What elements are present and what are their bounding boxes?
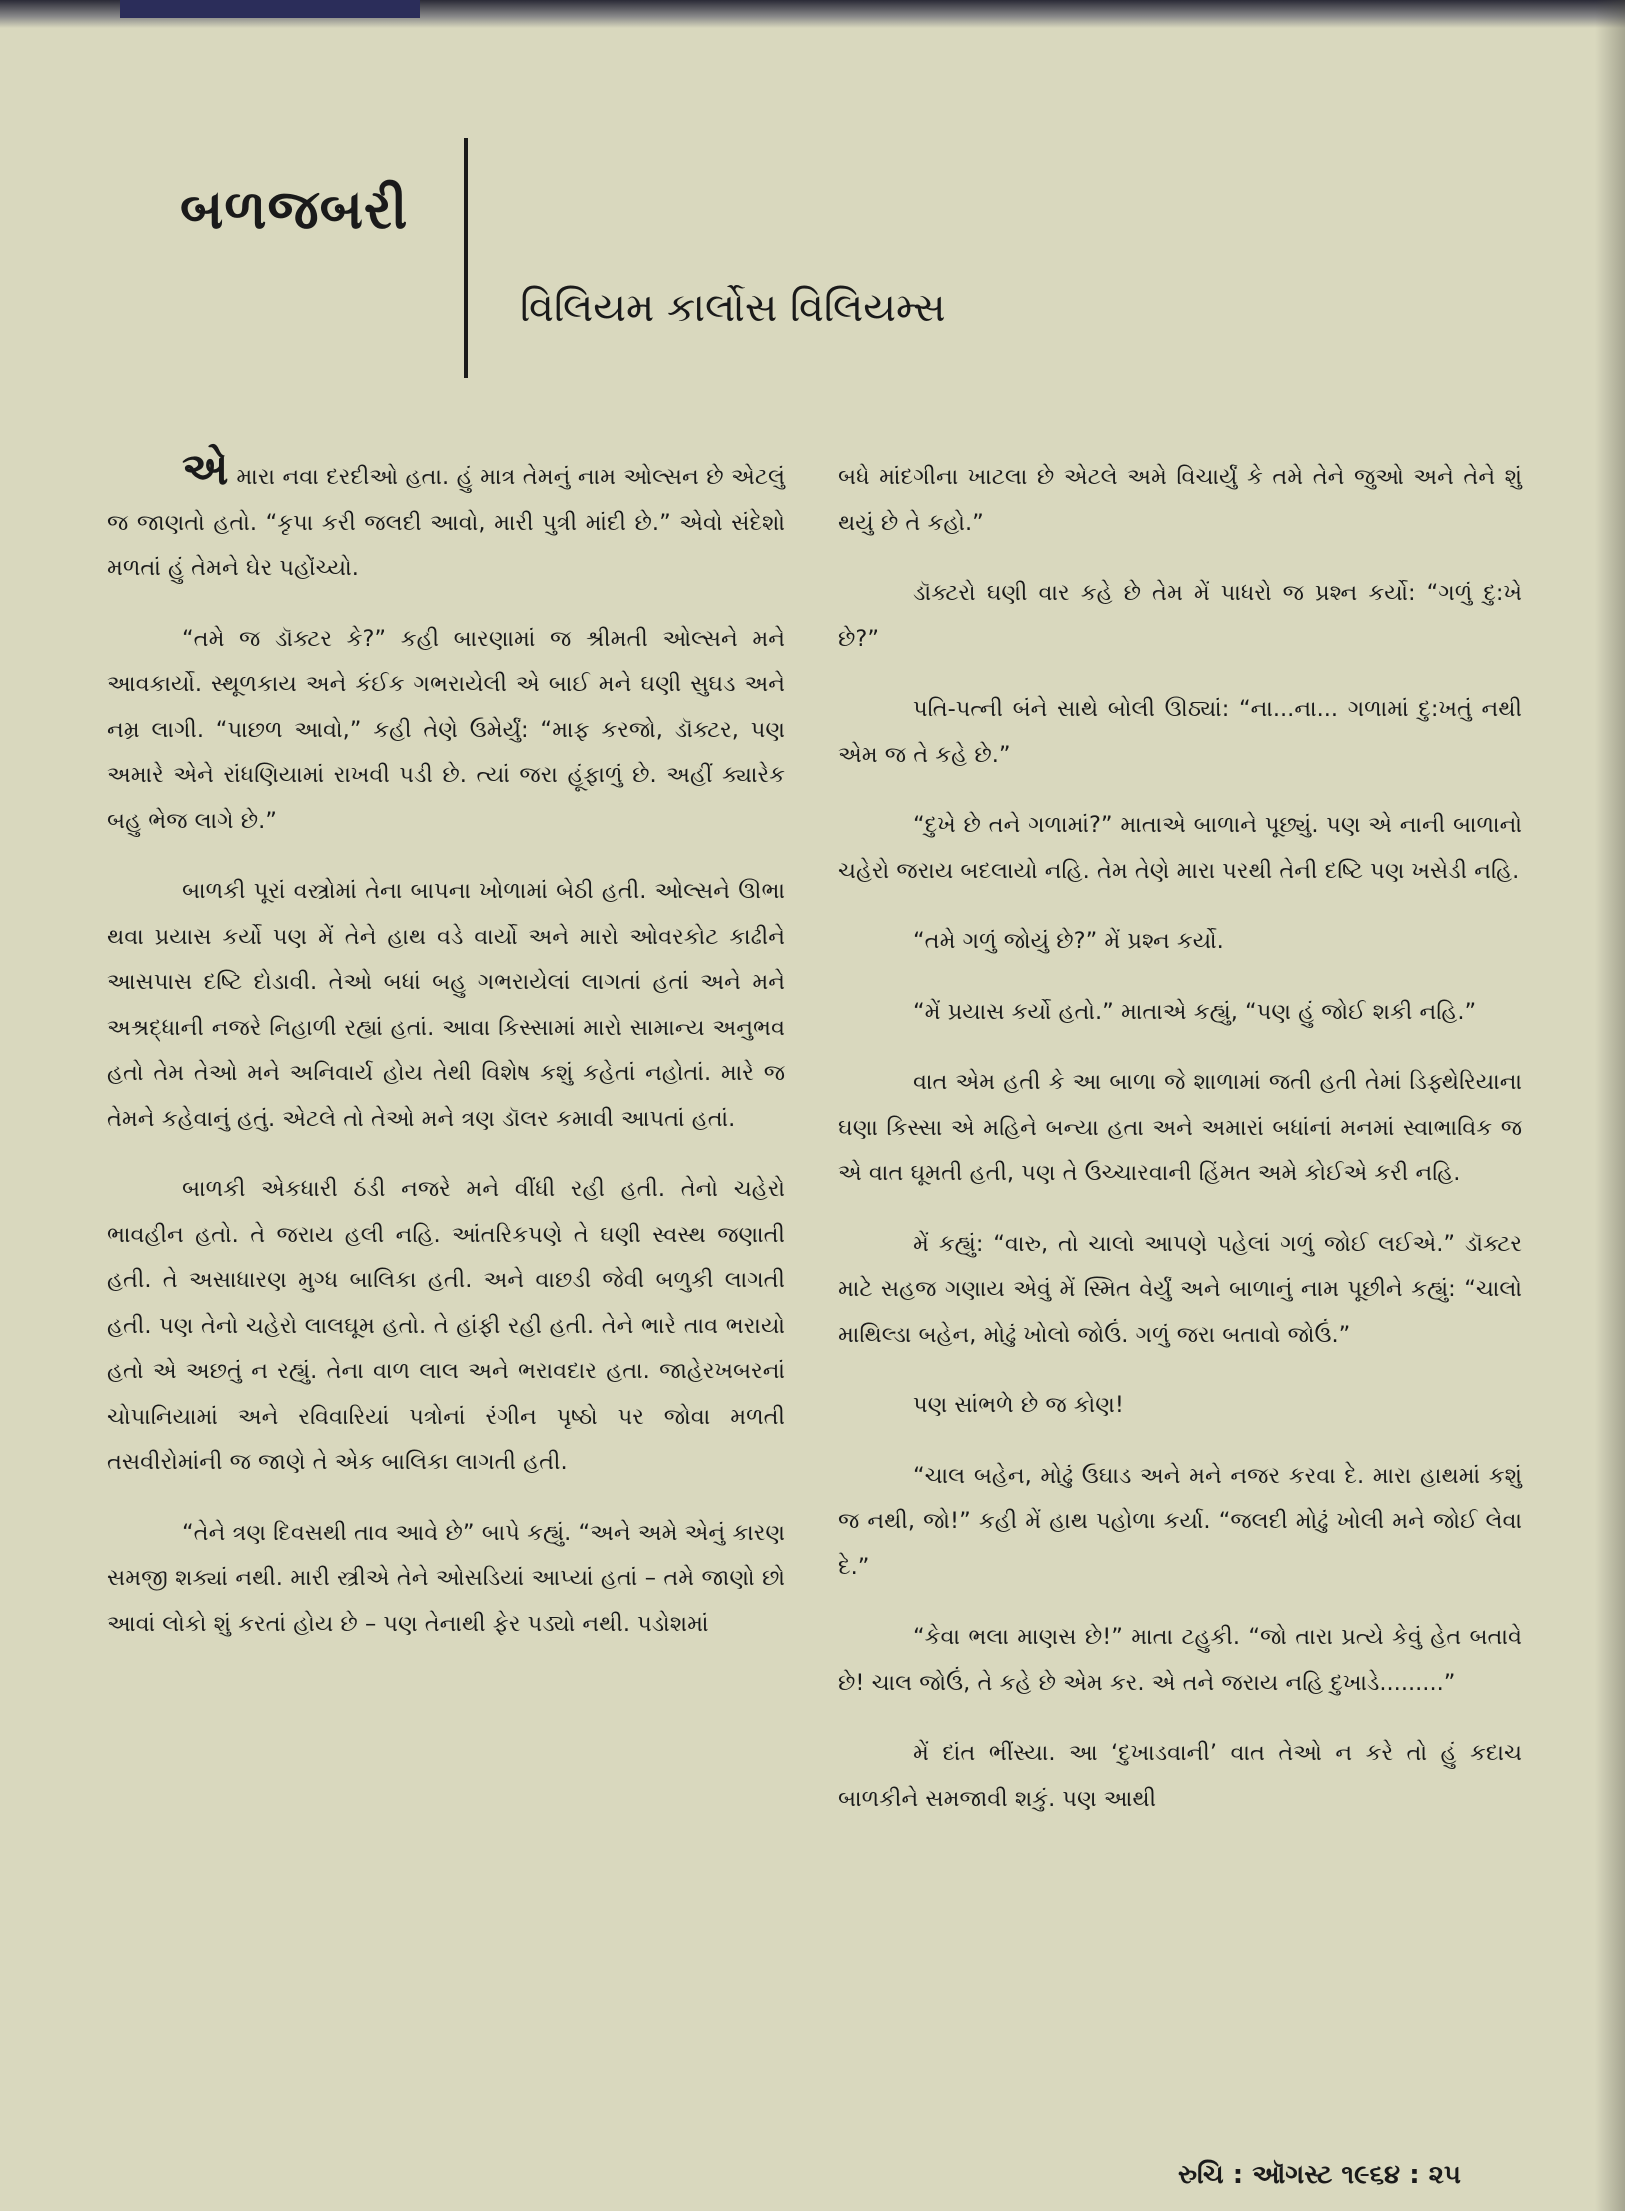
paragraph-text: મારા નવા દરદીઓ હતા. હું માત્ર તેમનું નામ ઓલ્સન છે એટલું જ જાણતો હતો. “કૃપા કરી જલદી આવો, મારી પુત્રી માંદી છે.” એવો સંદેશો મળતાં હું તેમને ઘેર પહોંચ્યો. <box>107 464 785 581</box>
right-column <box>838 455 1522 1847</box>
paragraph: પતિ-પત્ની બંને સાથે બોલી ઊઠ્યાં: “ના...ના... ગળામાં દુ:ખતું નથી એમ જ તે કહે છે.” <box>838 696 1522 768</box>
page-top-edge <box>0 0 1625 28</box>
paragraph: “કેવા ભલા માણસ છે!” માતા ટહુકી. “જો તારા પ્રત્યે કેવું હેત બતાવે છે! ચાલ જોઉં, તે કહે છે એમ કર. એ તને જરાય નહિ દુખાડે.........” <box>838 1624 1522 1696</box>
paragraph: “મેં પ્રયાસ કર્યો હતો.” માતાએ કહ્યું, “પણ હું જોઈ શકી નહિ.” <box>913 998 1477 1025</box>
paragraph: મેં દાંત ભીંસ્યા. આ ‘દુખાડવાની’ વાત તેઓ ન કરે તો હું કદાચ બાળકીને સમજાવી શકું. પણ આથી <box>838 1740 1522 1812</box>
drop-cap: એ <box>182 444 229 495</box>
paragraph: “તેને ત્રણ દિવસથી તાવ આવે છે” બાપે કહ્યું. “અને અમે એનું કારણ સમજી શક્યાં નથી. મારી સ્ત્રીએ તેને ઓસડિયાં આપ્યાં હતાં – તમે જાણો છો આવાં લોકો શું કરતાં હોય છે – પણ તેનાથી ફેર પડ્યો નથી. પડોશમાં <box>107 1519 785 1637</box>
paragraph: “તમે જ ડૉક્ટર કે?” કહી બારણામાં જ શ્રીમતી ઓલ્સને મને આવકાર્યો. સ્થૂળકાય અને કંઈક ગભરાયેલી એ બાઈ મને ઘણી સુઘડ અને નમ્ર લાગી. “પાછળ આવો,” કહી તેણે ઉમેર્યું: “માફ કરજો, ડૉક્ટર, પણ અમારે એને રાંધણિયામાં રાખવી પડી છે. ત્યાં જરા હૂંફાળું છે. અહીં ક્યારેક બહુ ભેજ લાગે છે.” <box>107 625 785 834</box>
title-divider <box>464 138 468 378</box>
page-right-edge <box>1595 0 1625 2211</box>
paragraph: બધે માંદગીના ખાટલા છે એટલે અમે વિચાર્યું કે તમે તેને જુઓ અને તેને શું થયું છે તે કહો.” <box>838 464 1522 536</box>
paragraph: બાળકી એકધારી ઠંડી નજરે મને વીંધી રહી હતી. તેનો ચહેરો ભાવહીન હતો. તે જરાય હલી નહિ. આંતરિકપણે તે ઘણી સ્વસ્થ જણાતી હતી. તે અસાધારણ મુગ્ધ બાલિકા હતી. અને વાછડી જેવી બળુકી લાગતી હતી. પણ તેનો ચહેરો લાલઘૂમ હતો. તે હાંફી રહી હતી. તેને ભારે તાવ ભરાયો હતો એ અછતું ન રહ્યું. તેના વાળ લાલ અને ભરાવદાર હતા. જાહેરખબરનાં ચોપાનિયામાં અને રવિવારિયાં પત્રોનાં રંગીન પૃષ્ઠો પર જોવા મળતી તસવીરોમાંની જ જાણે તે એક બાલિકા લાગતી હતી. <box>107 1176 785 1475</box>
paragraph: પણ સાંભળે છે જ કોણ! <box>913 1392 1124 1418</box>
paragraph: “દુખે છે તને ગળામાં?” માતાએ બાળાને પૂછ્યું. પણ એ નાની બાળાનો ચહેરો જરાય બદલાયો નહિ. તેમ તેણે મારા પરથી તેની દષ્ટિ પણ ખસેડી નહિ. <box>838 812 1522 884</box>
paragraph: મેં કહ્યું: “વારુ, તો ચાલો આપણે પહેલાં ગળું જોઈ લઈએ.” ડૉક્ટર માટે સહજ ગણાય એવું મેં સ્મિત વેર્યું અને બાળાનું નામ પૂછીને કહ્યું: “ચાલો માથિલ્ડા બહેન, મોઢું ખોલો જોઉં. ગળું જરા બતાવો જોઉં.” <box>838 1230 1522 1348</box>
left-column <box>107 444 785 1672</box>
paragraph <box>107 444 785 592</box>
paragraph: “તમે ગળું જોયું છે?” મેં પ્રશ્ન કર્યો. <box>913 928 1224 954</box>
paragraph: બાળકી પૂરાં વસ્ત્રોમાં તેના બાપના ખોળામાં બેઠી હતી. ઓલ્સને ઊભા થવા પ્રયાસ કર્યો પણ મેં તેને હાથ વડે વાર્યો અને મારો ઓવરકોટ કાઢીને આસપાસ દષ્ટિ દોડાવી. તેઓ બધાં બહુ ગભરાયેલાં લાગતાં હતાં અને મને અશ્રદ્ધાની નજરે નિહાળી રહ્યાં હતાં. આવા કિસ્સામાં મારો સામાન્ય અનુભવ હતો તેમ તેઓ મને અનિવાર્ય હોય તેથી વિશેષ કશું કહેતાં નહોતાં. મારે જ તેમને કહેવાનું હતું. એટલે તો તેઓ મને ત્રણ ડૉલર કમાવી આપતાં હતાં. <box>107 878 785 1132</box>
paragraph: ડૉક્ટરો ઘણી વાર કહે છે તેમ મેં પાધરો જ પ્રશ્ન કર્યો: “ગળું દુ:ખે છે?” <box>838 580 1522 652</box>
story-title: બળજબરી <box>180 178 409 241</box>
page-footer: રુચિ : ઑગસ્ટ ૧૯૬૪ : ૨૫ <box>1178 2160 1461 2190</box>
author-name: વિલિયમ કાર્લોસ વિલિયમ્સ <box>520 285 946 331</box>
paragraph: વાત એમ હતી કે આ બાળા જે શાળામાં જતી હતી તેમાં ડિફ્થેરિયાના ઘણા કિસ્સા એ મહિને બન્યા હતા અને અમારાં બધાંનાં મનમાં સ્વાભાવિક જ એ વાત ઘૂમતી હતી, પણ તે ઉચ્ચારવાની હિંમત અમે કોઈએ કરી નહિ. <box>838 1069 1522 1186</box>
paragraph: “ચાલ બહેન, મોઢું ઉઘાડ અને મને નજર કરવા દે. મારા હાથમાં કશું જ નથી, જો!” કહી મેં હાથ પહોળા કર્યા. “જલદી મોઢું ખોલી મને જોઈ લેવા દે.” <box>838 1462 1522 1580</box>
cover-edge <box>120 0 420 18</box>
